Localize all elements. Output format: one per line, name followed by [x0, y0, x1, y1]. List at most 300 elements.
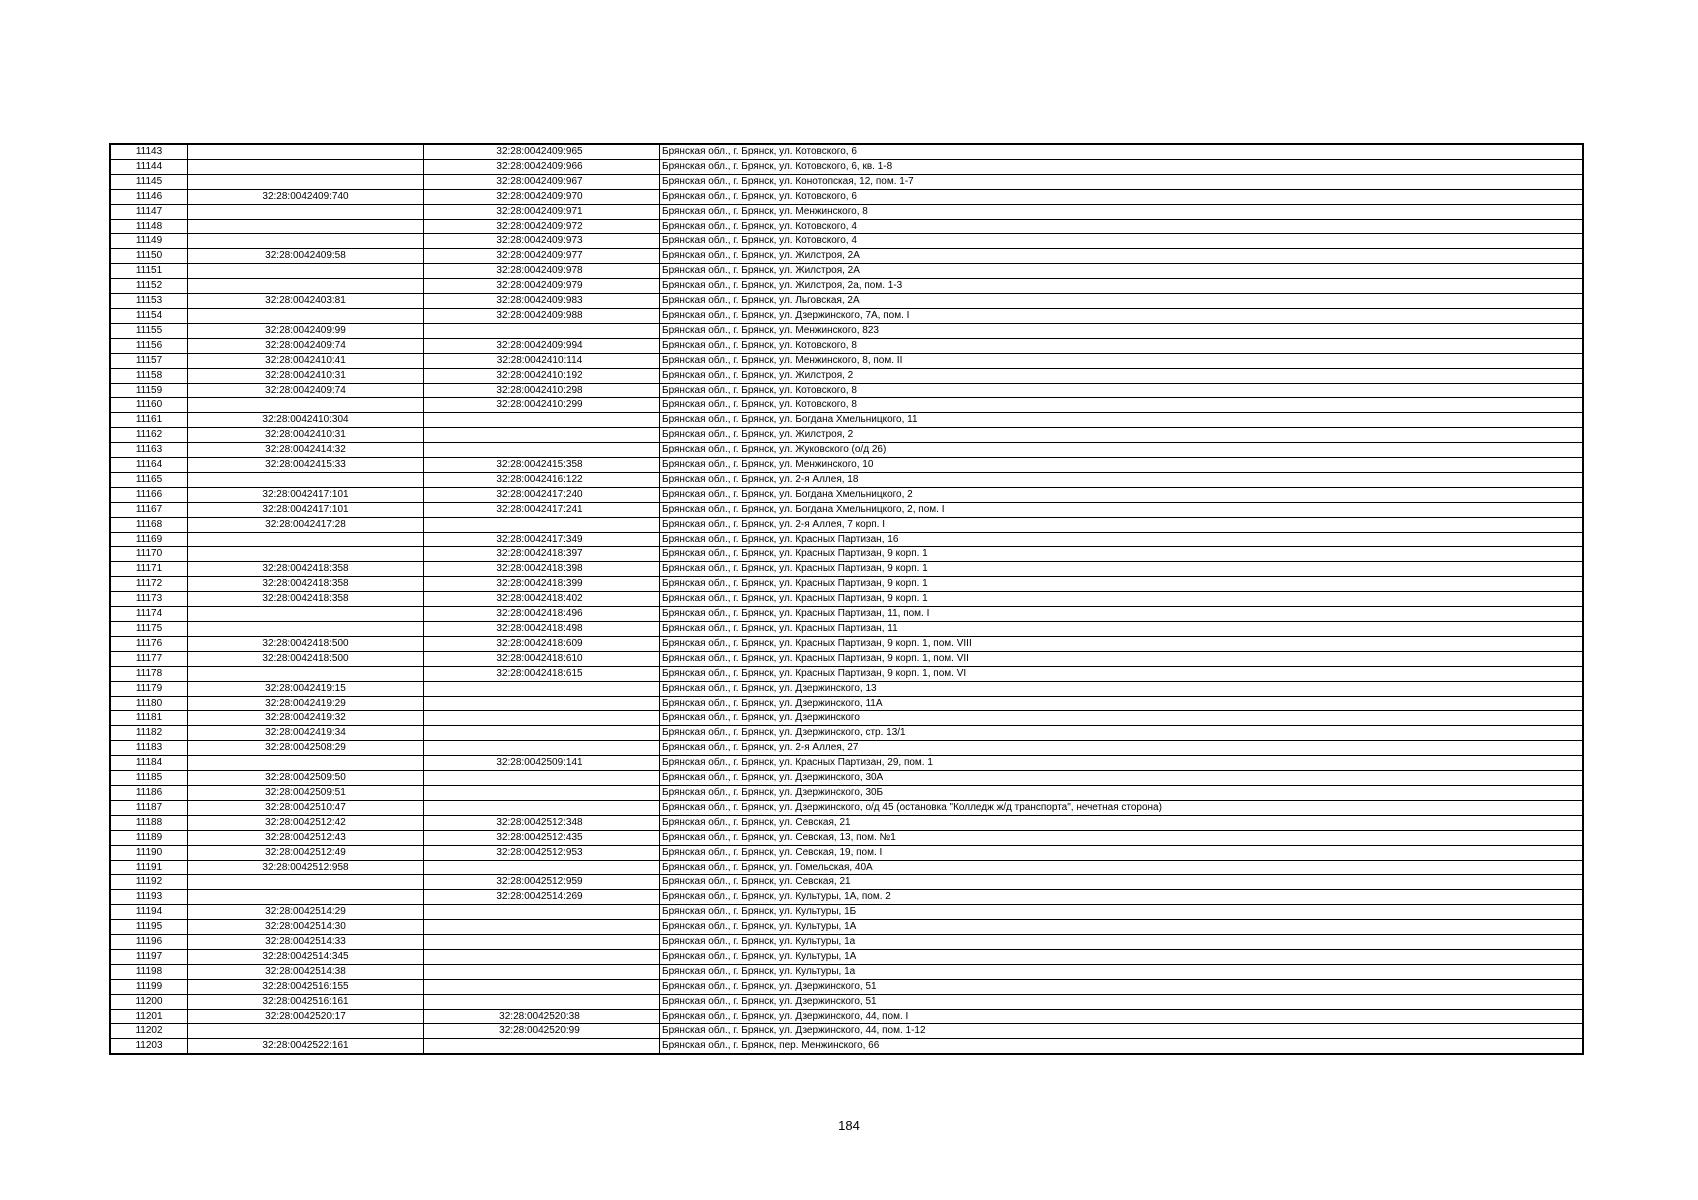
old-cadastral-number-cell: 32:28:0042510:47	[188, 800, 424, 815]
row-number-cell: 11151	[111, 264, 188, 279]
new-cadastral-number-cell	[424, 443, 660, 458]
address-cell: Брянская обл., г. Брянск, ул. Севская, 13, пом. №1	[660, 830, 1583, 845]
address-cell: Брянская обл., г. Брянск, ул. Менжинского, 823	[660, 323, 1583, 338]
row-number-cell: 11197	[111, 949, 188, 964]
row-number-cell: 11175	[111, 622, 188, 637]
table-row	[111, 711, 1583, 726]
old-cadastral-number-cell: 32:28:0042509:51	[188, 785, 424, 800]
table-row	[111, 145, 1583, 160]
old-cadastral-number-cell: 32:28:0042418:500	[188, 651, 424, 666]
address-cell: Брянская обл., г. Брянск, ул. Культуры, 1а	[660, 935, 1583, 950]
row-number-cell: 11162	[111, 428, 188, 443]
table-row	[111, 219, 1583, 234]
table-row	[111, 949, 1583, 964]
address-cell: Брянская обл., г. Брянск, ул. Красных Партизан, 16	[660, 532, 1583, 547]
old-cadastral-number-cell: 32:28:0042419:29	[188, 696, 424, 711]
address-cell: Брянская обл., г. Брянск, ул. Красных Партизан, 9 корп. 1	[660, 592, 1583, 607]
new-cadastral-number-cell: 32:28:0042409:978	[424, 264, 660, 279]
old-cadastral-number-cell: 32:28:0042403:81	[188, 294, 424, 309]
table-row	[111, 428, 1583, 443]
row-number-cell: 11150	[111, 249, 188, 264]
table-row	[111, 785, 1583, 800]
old-cadastral-number-cell: 32:28:0042516:161	[188, 994, 424, 1009]
table-row	[111, 905, 1583, 920]
old-cadastral-number-cell: 32:28:0042514:38	[188, 964, 424, 979]
new-cadastral-number-cell: 32:28:0042416:122	[424, 472, 660, 487]
address-cell: Брянская обл., г. Брянск, ул. Культуры, 1А	[660, 920, 1583, 935]
address-cell: Брянская обл., г. Брянск, ул. Дзержинского, 30А	[660, 771, 1583, 786]
old-cadastral-number-cell: 32:28:0042417:101	[188, 487, 424, 502]
page-number: 184	[838, 1118, 860, 1133]
row-number-cell: 11168	[111, 517, 188, 532]
new-cadastral-number-cell: 32:28:0042417:241	[424, 502, 660, 517]
new-cadastral-number-cell: 32:28:0042410:114	[424, 353, 660, 368]
address-cell: Брянская обл., г. Брянск, ул. Дзержинского, стр. 13/1	[660, 726, 1583, 741]
new-cadastral-number-cell	[424, 726, 660, 741]
new-cadastral-number-cell: 32:28:0042418:609	[424, 636, 660, 651]
row-number-cell: 11202	[111, 1024, 188, 1039]
address-cell: Брянская обл., г. Брянск, ул. Дзержинского, 7А, пом. I	[660, 308, 1583, 323]
table-row	[111, 294, 1583, 309]
new-cadastral-number-cell: 32:28:0042409:972	[424, 219, 660, 234]
row-number-cell: 11144	[111, 159, 188, 174]
new-cadastral-number-cell	[424, 711, 660, 726]
address-cell: Брянская обл., г. Брянск, ул. Котовского, 4	[660, 234, 1583, 249]
table-row	[111, 771, 1583, 786]
old-cadastral-number-cell: 32:28:0042508:29	[188, 741, 424, 756]
table-row	[111, 308, 1583, 323]
old-cadastral-number-cell	[188, 532, 424, 547]
address-cell: Брянская обл., г. Брянск, ул. Культуры, 1А	[660, 949, 1583, 964]
address-cell: Брянская обл., г. Брянск, ул. Красных Партизан, 11, пом. I	[660, 607, 1583, 622]
address-cell: Брянская обл., г. Брянск, ул. Жилстроя, 2А	[660, 249, 1583, 264]
row-number-cell: 11200	[111, 994, 188, 1009]
row-number-cell: 11154	[111, 308, 188, 323]
new-cadastral-number-cell: 32:28:0042418:610	[424, 651, 660, 666]
address-cell: Брянская обл., г. Брянск, ул. Дзержинского, 11А	[660, 696, 1583, 711]
address-cell: Брянская обл., г. Брянск, ул. Красных Партизан, 9 корп. 1	[660, 562, 1583, 577]
old-cadastral-number-cell: 32:28:0042419:15	[188, 681, 424, 696]
table-row	[111, 413, 1583, 428]
new-cadastral-number-cell: 32:28:0042418:399	[424, 577, 660, 592]
new-cadastral-number-cell	[424, 696, 660, 711]
new-cadastral-number-cell: 32:28:0042512:435	[424, 830, 660, 845]
row-number-cell: 11187	[111, 800, 188, 815]
old-cadastral-number-cell: 32:28:0042514:30	[188, 920, 424, 935]
new-cadastral-number-cell	[424, 771, 660, 786]
old-cadastral-number-cell	[188, 264, 424, 279]
address-cell: Брянская обл., г. Брянск, ул. Менжинского, 10	[660, 458, 1583, 473]
address-cell: Брянская обл., г. Брянск, ул. Гомельская, 40А	[660, 860, 1583, 875]
table-row	[111, 174, 1583, 189]
row-number-cell: 11166	[111, 487, 188, 502]
table-row	[111, 353, 1583, 368]
table-row	[111, 592, 1583, 607]
address-cell: Брянская обл., г. Брянск, пер. Менжинского, 66	[660, 1039, 1583, 1054]
old-cadastral-number-cell: 32:28:0042415:33	[188, 458, 424, 473]
row-number-cell: 11155	[111, 323, 188, 338]
table-row	[111, 845, 1583, 860]
old-cadastral-number-cell	[188, 398, 424, 413]
address-cell: Брянская обл., г. Брянск, ул. Менжинского, 8, пом. II	[660, 353, 1583, 368]
address-cell: Брянская обл., г. Брянск, ул. Менжинского, 8	[660, 204, 1583, 219]
table-row	[111, 323, 1583, 338]
old-cadastral-number-cell: 32:28:0042522:161	[188, 1039, 424, 1054]
old-cadastral-number-cell: 32:28:0042512:49	[188, 845, 424, 860]
old-cadastral-number-cell	[188, 875, 424, 890]
row-number-cell: 11159	[111, 383, 188, 398]
old-cadastral-number-cell: 32:28:0042414:32	[188, 443, 424, 458]
new-cadastral-number-cell	[424, 935, 660, 950]
table-row	[111, 368, 1583, 383]
table-row	[111, 935, 1583, 950]
old-cadastral-number-cell: 32:28:0042419:34	[188, 726, 424, 741]
row-number-cell: 11170	[111, 547, 188, 562]
new-cadastral-number-cell	[424, 681, 660, 696]
row-number-cell: 11190	[111, 845, 188, 860]
old-cadastral-number-cell	[188, 547, 424, 562]
address-cell: Брянская обл., г. Брянск, ул. Котовского, 4	[660, 219, 1583, 234]
new-cadastral-number-cell: 32:28:0042409:977	[424, 249, 660, 264]
row-number-cell: 11181	[111, 711, 188, 726]
old-cadastral-number-cell: 32:28:0042520:17	[188, 1009, 424, 1024]
old-cadastral-number-cell	[188, 159, 424, 174]
old-cadastral-number-cell	[188, 219, 424, 234]
old-cadastral-number-cell: 32:28:0042409:740	[188, 189, 424, 204]
table-row	[111, 532, 1583, 547]
table-row	[111, 800, 1583, 815]
table-row	[111, 696, 1583, 711]
new-cadastral-number-cell: 32:28:0042410:192	[424, 368, 660, 383]
old-cadastral-number-cell: 32:28:0042419:32	[188, 711, 424, 726]
row-number-cell: 11169	[111, 532, 188, 547]
old-cadastral-number-cell: 32:28:0042512:43	[188, 830, 424, 845]
address-cell: Брянская обл., г. Брянск, ул. Красных Партизан, 9 корп. 1, пом. VII	[660, 651, 1583, 666]
new-cadastral-number-cell	[424, 979, 660, 994]
old-cadastral-number-cell	[188, 145, 424, 160]
address-cell: Брянская обл., г. Брянск, ул. Жилстроя, 2	[660, 428, 1583, 443]
table-row	[111, 681, 1583, 696]
new-cadastral-number-cell	[424, 860, 660, 875]
address-cell: Брянская обл., г. Брянск, ул. Красных Партизан, 9 корп. 1	[660, 577, 1583, 592]
new-cadastral-number-cell: 32:28:0042409:988	[424, 308, 660, 323]
old-cadastral-number-cell: 32:28:0042417:28	[188, 517, 424, 532]
row-number-cell: 11191	[111, 860, 188, 875]
new-cadastral-number-cell: 32:28:0042409:966	[424, 159, 660, 174]
table-row	[111, 443, 1583, 458]
row-number-cell: 11177	[111, 651, 188, 666]
row-number-cell: 11176	[111, 636, 188, 651]
row-number-cell: 11149	[111, 234, 188, 249]
row-number-cell: 11199	[111, 979, 188, 994]
new-cadastral-number-cell: 32:28:0042418:615	[424, 666, 660, 681]
row-number-cell: 11171	[111, 562, 188, 577]
new-cadastral-number-cell	[424, 994, 660, 1009]
table-row	[111, 815, 1583, 830]
table-body	[111, 145, 1583, 1054]
row-number-cell: 11203	[111, 1039, 188, 1054]
old-cadastral-number-cell: 32:28:0042409:99	[188, 323, 424, 338]
new-cadastral-number-cell: 32:28:0042409:965	[424, 145, 660, 160]
address-cell: Брянская обл., г. Брянск, ул. Льговская, 2А	[660, 294, 1583, 309]
row-number-cell: 11147	[111, 204, 188, 219]
table-row	[111, 189, 1583, 204]
old-cadastral-number-cell: 32:28:0042409:74	[188, 338, 424, 353]
row-number-cell: 11178	[111, 666, 188, 681]
row-number-cell: 11152	[111, 279, 188, 294]
table-row	[111, 517, 1583, 532]
new-cadastral-number-cell: 32:28:0042417:240	[424, 487, 660, 502]
new-cadastral-number-cell	[424, 949, 660, 964]
row-number-cell: 11198	[111, 964, 188, 979]
table-row	[111, 830, 1583, 845]
address-cell: Брянская обл., г. Брянск, ул. Севская, 19, пом. I	[660, 845, 1583, 860]
old-cadastral-number-cell: 32:28:0042514:29	[188, 905, 424, 920]
row-number-cell: 11201	[111, 1009, 188, 1024]
new-cadastral-number-cell: 32:28:0042520:38	[424, 1009, 660, 1024]
address-cell: Брянская обл., г. Брянск, ул. Жилстроя, 2А	[660, 264, 1583, 279]
row-number-cell: 11163	[111, 443, 188, 458]
table-row	[111, 756, 1583, 771]
address-cell: Брянская обл., г. Брянск, ул. 2-я Аллея, 7 корп. I	[660, 517, 1583, 532]
address-cell: Брянская обл., г. Брянск, ул. Красных Партизан, 9 корп. 1	[660, 547, 1583, 562]
table-row	[111, 562, 1583, 577]
old-cadastral-number-cell: 32:28:0042410:31	[188, 368, 424, 383]
address-cell: Брянская обл., г. Брянск, ул. Жилстроя, 2а, пом. 1-3	[660, 279, 1583, 294]
table-row	[111, 994, 1583, 1009]
address-cell: Брянская обл., г. Брянск, ул. Жилстроя, 2	[660, 368, 1583, 383]
new-cadastral-number-cell: 32:28:0042418:498	[424, 622, 660, 637]
address-cell: Брянская обл., г. Брянск, ул. Богдана Хмельницкого, 2, пом. I	[660, 502, 1583, 517]
address-cell: Брянская обл., г. Брянск, ул. Красных Партизан, 9 корп. 1, пом. VIII	[660, 636, 1583, 651]
new-cadastral-number-cell	[424, 323, 660, 338]
new-cadastral-number-cell: 32:28:0042418:397	[424, 547, 660, 562]
row-number-cell: 11164	[111, 458, 188, 473]
row-number-cell: 11195	[111, 920, 188, 935]
new-cadastral-number-cell: 32:28:0042409:971	[424, 204, 660, 219]
row-number-cell: 11194	[111, 905, 188, 920]
address-cell: Брянская обл., г. Брянск, ул. Культуры, 1Б	[660, 905, 1583, 920]
table-row	[111, 338, 1583, 353]
address-cell: Брянская обл., г. Брянск, ул. Культуры, 1А, пом. 2	[660, 890, 1583, 905]
row-number-cell: 11146	[111, 189, 188, 204]
old-cadastral-number-cell: 32:28:0042410:304	[188, 413, 424, 428]
old-cadastral-number-cell: 32:28:0042409:58	[188, 249, 424, 264]
row-number-cell: 11160	[111, 398, 188, 413]
old-cadastral-number-cell: 32:28:0042418:358	[188, 592, 424, 607]
address-cell: Брянская обл., г. Брянск, ул. Красных Партизан, 9 корп. 1, пом. VI	[660, 666, 1583, 681]
table-row	[111, 547, 1583, 562]
address-cell: Брянская обл., г. Брянск, ул. Дзержинского, 44, пом. I	[660, 1009, 1583, 1024]
old-cadastral-number-cell: 32:28:0042512:958	[188, 860, 424, 875]
table-row	[111, 249, 1583, 264]
row-number-cell: 11153	[111, 294, 188, 309]
old-cadastral-number-cell: 32:28:0042410:31	[188, 428, 424, 443]
table-row	[111, 979, 1583, 994]
address-cell: Брянская обл., г. Брянск, ул. Дзержинского, 51	[660, 979, 1583, 994]
address-cell: Брянская обл., г. Брянск, ул. Котовского, 8	[660, 398, 1583, 413]
row-number-cell: 11174	[111, 607, 188, 622]
new-cadastral-number-cell: 32:28:0042512:959	[424, 875, 660, 890]
address-cell: Брянская обл., г. Брянск, ул. Жуковского (о/д 26)	[660, 443, 1583, 458]
old-cadastral-number-cell: 32:28:0042418:358	[188, 562, 424, 577]
old-cadastral-number-cell	[188, 890, 424, 905]
address-cell: Брянская обл., г. Брянск, ул. Дзержинского, 51	[660, 994, 1583, 1009]
old-cadastral-number-cell: 32:28:0042516:155	[188, 979, 424, 994]
table-row	[111, 383, 1583, 398]
new-cadastral-number-cell: 32:28:0042514:269	[424, 890, 660, 905]
address-cell: Брянская обл., г. Брянск, ул. Богдана Хмельницкого, 11	[660, 413, 1583, 428]
address-cell: Брянская обл., г. Брянск, ул. Дзержинского	[660, 711, 1583, 726]
row-number-cell: 11165	[111, 472, 188, 487]
row-number-cell: 11189	[111, 830, 188, 845]
old-cadastral-number-cell	[188, 308, 424, 323]
new-cadastral-number-cell	[424, 964, 660, 979]
row-number-cell: 11182	[111, 726, 188, 741]
row-number-cell: 11183	[111, 741, 188, 756]
new-cadastral-number-cell: 32:28:0042409:994	[424, 338, 660, 353]
table-row	[111, 622, 1583, 637]
table-row	[111, 279, 1583, 294]
row-number-cell: 11158	[111, 368, 188, 383]
new-cadastral-number-cell	[424, 517, 660, 532]
old-cadastral-number-cell	[188, 234, 424, 249]
table-row	[111, 964, 1583, 979]
new-cadastral-number-cell: 32:28:0042509:141	[424, 756, 660, 771]
new-cadastral-number-cell	[424, 920, 660, 935]
old-cadastral-number-cell: 32:28:0042418:500	[188, 636, 424, 651]
table-row	[111, 741, 1583, 756]
address-cell: Брянская обл., г. Брянск, ул. Культуры, 1а	[660, 964, 1583, 979]
row-number-cell: 11186	[111, 785, 188, 800]
old-cadastral-number-cell	[188, 622, 424, 637]
table-row	[111, 204, 1583, 219]
old-cadastral-number-cell: 32:28:0042418:358	[188, 577, 424, 592]
table-row	[111, 875, 1583, 890]
table-row	[111, 920, 1583, 935]
row-number-cell: 11148	[111, 219, 188, 234]
old-cadastral-number-cell	[188, 666, 424, 681]
row-number-cell: 11143	[111, 145, 188, 160]
old-cadastral-number-cell	[188, 607, 424, 622]
table-row	[111, 726, 1583, 741]
row-number-cell: 11184	[111, 756, 188, 771]
new-cadastral-number-cell	[424, 428, 660, 443]
new-cadastral-number-cell: 32:28:0042415:358	[424, 458, 660, 473]
table-row	[111, 636, 1583, 651]
row-number-cell: 11192	[111, 875, 188, 890]
table-row	[111, 234, 1583, 249]
new-cadastral-number-cell: 32:28:0042409:979	[424, 279, 660, 294]
table-row	[111, 1024, 1583, 1039]
new-cadastral-number-cell: 32:28:0042409:973	[424, 234, 660, 249]
address-cell: Брянская обл., г. Брянск, ул. Дзержинского, о/д 45 (остановка "Колледж ж/д транспорта", нечетная сторона)	[660, 800, 1583, 815]
new-cadastral-number-cell	[424, 413, 660, 428]
table-row	[111, 890, 1583, 905]
new-cadastral-number-cell: 32:28:0042418:496	[424, 607, 660, 622]
address-cell: Брянская обл., г. Брянск, ул. 2-я Аллея, 27	[660, 741, 1583, 756]
old-cadastral-number-cell: 32:28:0042509:50	[188, 771, 424, 786]
new-cadastral-number-cell	[424, 785, 660, 800]
new-cadastral-number-cell	[424, 1039, 660, 1054]
row-number-cell: 11188	[111, 815, 188, 830]
row-number-cell: 11167	[111, 502, 188, 517]
address-cell: Брянская обл., г. Брянск, ул. Котовского, 8	[660, 338, 1583, 353]
old-cadastral-number-cell	[188, 756, 424, 771]
address-cell: Брянская обл., г. Брянск, ул. Дзержинского, 44, пом. 1-12	[660, 1024, 1583, 1039]
address-cell: Брянская обл., г. Брянск, ул. Севская, 21	[660, 875, 1583, 890]
new-cadastral-number-cell	[424, 905, 660, 920]
old-cadastral-number-cell	[188, 1024, 424, 1039]
row-number-cell: 11156	[111, 338, 188, 353]
row-number-cell: 11179	[111, 681, 188, 696]
row-number-cell: 11173	[111, 592, 188, 607]
old-cadastral-number-cell: 32:28:0042417:101	[188, 502, 424, 517]
new-cadastral-number-cell: 32:28:0042409:970	[424, 189, 660, 204]
cadastral-table	[110, 144, 1583, 1054]
address-cell: Брянская обл., г. Брянск, ул. Котовского, 6	[660, 145, 1583, 160]
address-cell: Брянская обл., г. Брянск, ул. Дзержинского, 13	[660, 681, 1583, 696]
new-cadastral-number-cell: 32:28:0042409:983	[424, 294, 660, 309]
new-cadastral-number-cell	[424, 800, 660, 815]
old-cadastral-number-cell	[188, 174, 424, 189]
address-cell: Брянская обл., г. Брянск, ул. Котовского, 8	[660, 383, 1583, 398]
row-number-cell: 11172	[111, 577, 188, 592]
row-number-cell: 11180	[111, 696, 188, 711]
address-cell: Брянская обл., г. Брянск, ул. Котовского, 6, кв. 1-8	[660, 159, 1583, 174]
table-row	[111, 1039, 1583, 1054]
table-row	[111, 666, 1583, 681]
table-row	[111, 398, 1583, 413]
address-cell: Брянская обл., г. Брянск, ул. Красных Партизан, 11	[660, 622, 1583, 637]
row-number-cell: 11193	[111, 890, 188, 905]
row-number-cell: 11145	[111, 174, 188, 189]
address-cell: Брянская обл., г. Брянск, ул. Конотопская, 12, пом. 1-7	[660, 174, 1583, 189]
table-row	[111, 487, 1583, 502]
row-number-cell: 11185	[111, 771, 188, 786]
address-cell: Брянская обл., г. Брянск, ул. Богдана Хмельницкого, 2	[660, 487, 1583, 502]
new-cadastral-number-cell: 32:28:0042512:953	[424, 845, 660, 860]
table-row	[111, 607, 1583, 622]
address-cell: Брянская обл., г. Брянск, ул. Дзержинского, 30Б	[660, 785, 1583, 800]
new-cadastral-number-cell: 32:28:0042418:398	[424, 562, 660, 577]
table-row	[111, 860, 1583, 875]
address-cell: Брянская обл., г. Брянск, ул. 2-я Аллея, 18	[660, 472, 1583, 487]
old-cadastral-number-cell	[188, 472, 424, 487]
old-cadastral-number-cell	[188, 279, 424, 294]
row-number-cell: 11157	[111, 353, 188, 368]
new-cadastral-number-cell: 32:28:0042418:402	[424, 592, 660, 607]
old-cadastral-number-cell: 32:28:0042410:41	[188, 353, 424, 368]
table-row	[111, 159, 1583, 174]
row-number-cell: 11196	[111, 935, 188, 950]
new-cadastral-number-cell: 32:28:0042410:298	[424, 383, 660, 398]
address-cell: Брянская обл., г. Брянск, ул. Севская, 21	[660, 815, 1583, 830]
new-cadastral-number-cell	[424, 741, 660, 756]
table-row	[111, 264, 1583, 279]
table-row	[111, 1009, 1583, 1024]
old-cadastral-number-cell	[188, 204, 424, 219]
table-row	[111, 651, 1583, 666]
address-cell: Брянская обл., г. Брянск, ул. Котовского, 6	[660, 189, 1583, 204]
old-cadastral-number-cell: 32:28:0042514:345	[188, 949, 424, 964]
new-cadastral-number-cell: 32:28:0042410:299	[424, 398, 660, 413]
table-row	[111, 458, 1583, 473]
new-cadastral-number-cell: 32:28:0042512:348	[424, 815, 660, 830]
table-row	[111, 472, 1583, 487]
old-cadastral-number-cell: 32:28:0042512:42	[188, 815, 424, 830]
address-cell: Брянская обл., г. Брянск, ул. Красных Партизан, 29, пом. 1	[660, 756, 1583, 771]
